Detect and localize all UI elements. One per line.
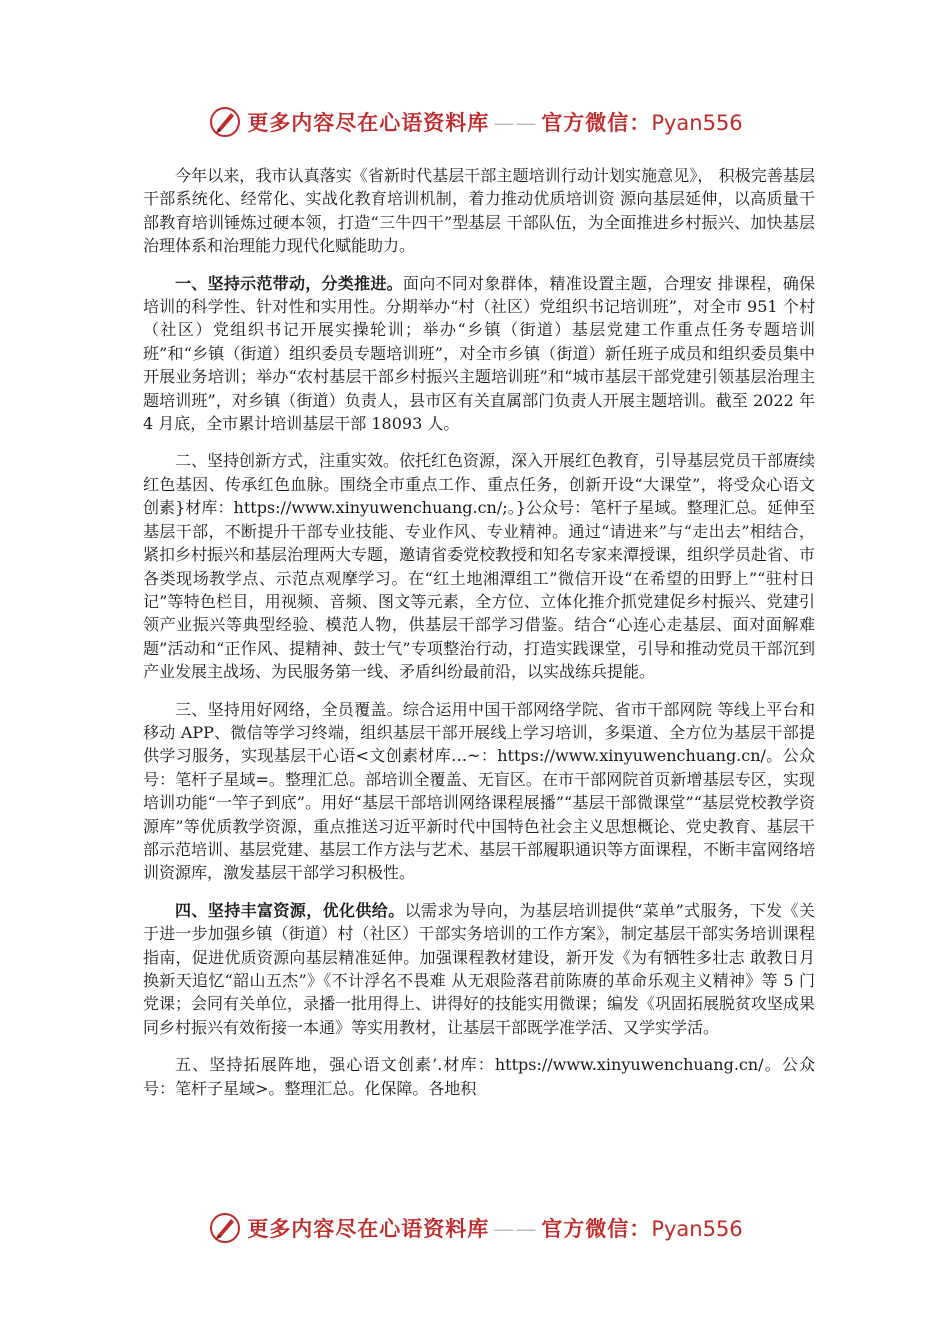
paragraph-text: 五、坚持拓展阵地，强心语文创素’.材库：https://www.xinyuwenchuang.cn/。公众号：笔杆子星域>。整理汇总。化保障。各地积	[143, 1055, 815, 1098]
paragraph-lead: 四、坚持丰富资源，优化供给。	[175, 900, 405, 920]
banner-main-text: 更多内容尽在心语资料库	[247, 1216, 490, 1241]
banner-account: Pyan556	[651, 111, 743, 135]
banner-main-text: 更多内容尽在心语资料库	[247, 110, 490, 135]
paragraph-section-1	[143, 272, 815, 436]
paragraph-text: 今年以来，我市认真落实《省新时代基层干部主题培训行动计划实施意见》， 积极完善基层干部系统化、经常化、实战化教育培训机制，着力推动优质培训资 源向基层延伸，以高质量干部教育培训锤炼过硬本领，打造“三牛四干”型基层 干部队伍，为全面推进乡村振兴、加快基层治理体系和治理能力现代化赋能助力。	[143, 166, 815, 256]
document-body	[143, 164, 815, 1114]
banner-separator: ——	[493, 111, 538, 135]
paragraph-text: 面向不同对象群体，精准设置主题，合理安 排课程，确保培训的科学性、针对性和实用性。分期举办“村（社区）党组织书记培训班”，对全市 951 个村（社区）党组织书记开展实操轮训；举办“乡镇（街道）基层党建工作重点任务专题培训班”和“乡镇（街道）组织委员专题培训班”，对全市乡镇（街道）新任班子成员和组织委员集中开展业务培训；举办“农村基层干部乡村振兴主题培训班”和“城市基层干部党建引领基层治理主题培训班”，对乡镇（街道）负责人，县市区有关直属部门负责人开展主题培训。截至 2022 年 4 月底，全市累计培训基层干部 18093 人。	[143, 273, 815, 434]
header-banner	[0, 100, 950, 144]
paragraph-section-4	[143, 899, 815, 1039]
banner-separator: ——	[493, 1217, 538, 1241]
paragraph-section-3	[143, 698, 815, 885]
banner-account: Pyan556	[651, 1217, 743, 1241]
paragraph-section-2	[143, 449, 815, 683]
banner-text	[247, 1213, 742, 1243]
paragraph-section-5	[143, 1053, 815, 1100]
banner-text	[247, 107, 742, 137]
paragraph-lead: 一、坚持示范带动，分类推进。	[175, 273, 403, 293]
paragraph-text: 三、坚持用好网络，全员覆盖。综合运用中国干部网络学院、省市干部网院 等线上平台和移动 APP、微信等学习终端，组织基层干部开展线上学习培训，多渠道、全方位为基层干部提供学习服务，实现基层干心语<文创素材库…~：https://www.xinyuwenchuang.cn/。公众号：笔杆子星域=。整理汇总。部培训全覆盖、无盲区。在市干部网院首页新增基层专区，实现培训功能“一竿子到底”。用好“基层干部培训网络课程展播”“基层干部微课堂”“基层党校教学资源库”等优质教学资源，重点推送习近平新时代中国特色社会主义思想概论、党史教育、基层干部示范培训、基层党建、基层工作方法与艺术、基层干部履职通识等方面课程，不断丰富网络培训资源库，激发基层干部学习积极性。	[143, 699, 816, 883]
pen-logo-icon	[207, 104, 243, 140]
banner-wechat-label: 官方微信：	[541, 1216, 652, 1241]
pen-logo-icon	[207, 1210, 243, 1246]
banner-wechat-label: 官方微信：	[541, 110, 652, 135]
paragraph-text: 以需求为导向，为基层培训提供“菜单”式服务，下发《关于进一步加强乡镇（街道）村（社区）干部实务培训的工作方案》，制定基层干部实务培训课程指南，促进优质资源向基层精准延伸。加强课程教材建设，新开发《为有牺牲多壮志 敢教日月换新天追忆“韶山五杰”》《不计浮名不畏难 从无艰险落君前陈赓的革命乐观主义精神》等 5 门党课；会同有关单位，录播一批用得上、讲得好的技能实用微课；编发《巩固拓展脱贫攻坚成果同乡村振兴有效衔接一本通》等实用教材，让基层干部既学准学活、又学实学活。	[143, 900, 816, 1037]
paragraph-text: 二、坚持创新方式，注重实效。依托红色资源，深入开展红色教育，引导基层党员干部赓续红色基因、传承红色血脉。围绕全市重点工作、重点任务，创新开设“大课堂”，将受众心语文创素}材库：https://www.xinyuwenchuang.cn/;。}公众号：笔杆子星域。整理汇总。延伸至基层干部，不断提升干部专业技能、专业作风、专业精神。通过“请进来”与“走出去”相结合，紧扣乡村振兴和基层治理两大专题，邀请省委党校教授和知名专家来潭授课，组织学员赴省、市各类现场教学点、示范点观摩学习。在“红土地湘潭组工”微信开设“在希望的田野上”“驻村日记”等特色栏目，用视频、音频、图文等元素，全方位、立体化推介抓党建促乡村振兴、党建引领产业振兴等典型经验、模范人物，供基层干部学习借鉴。结合“心连心走基层、面对面解难题”活动和“正作风、提精神、鼓士气”专项整治行动，打造实践课堂，引导和推动党员干部沉到产业发展主战场、为民服务第一线、矛盾纠纷最前沿，以实战练兵提能。	[143, 451, 816, 682]
footer-banner	[0, 1206, 950, 1250]
paragraph-intro	[143, 164, 815, 258]
